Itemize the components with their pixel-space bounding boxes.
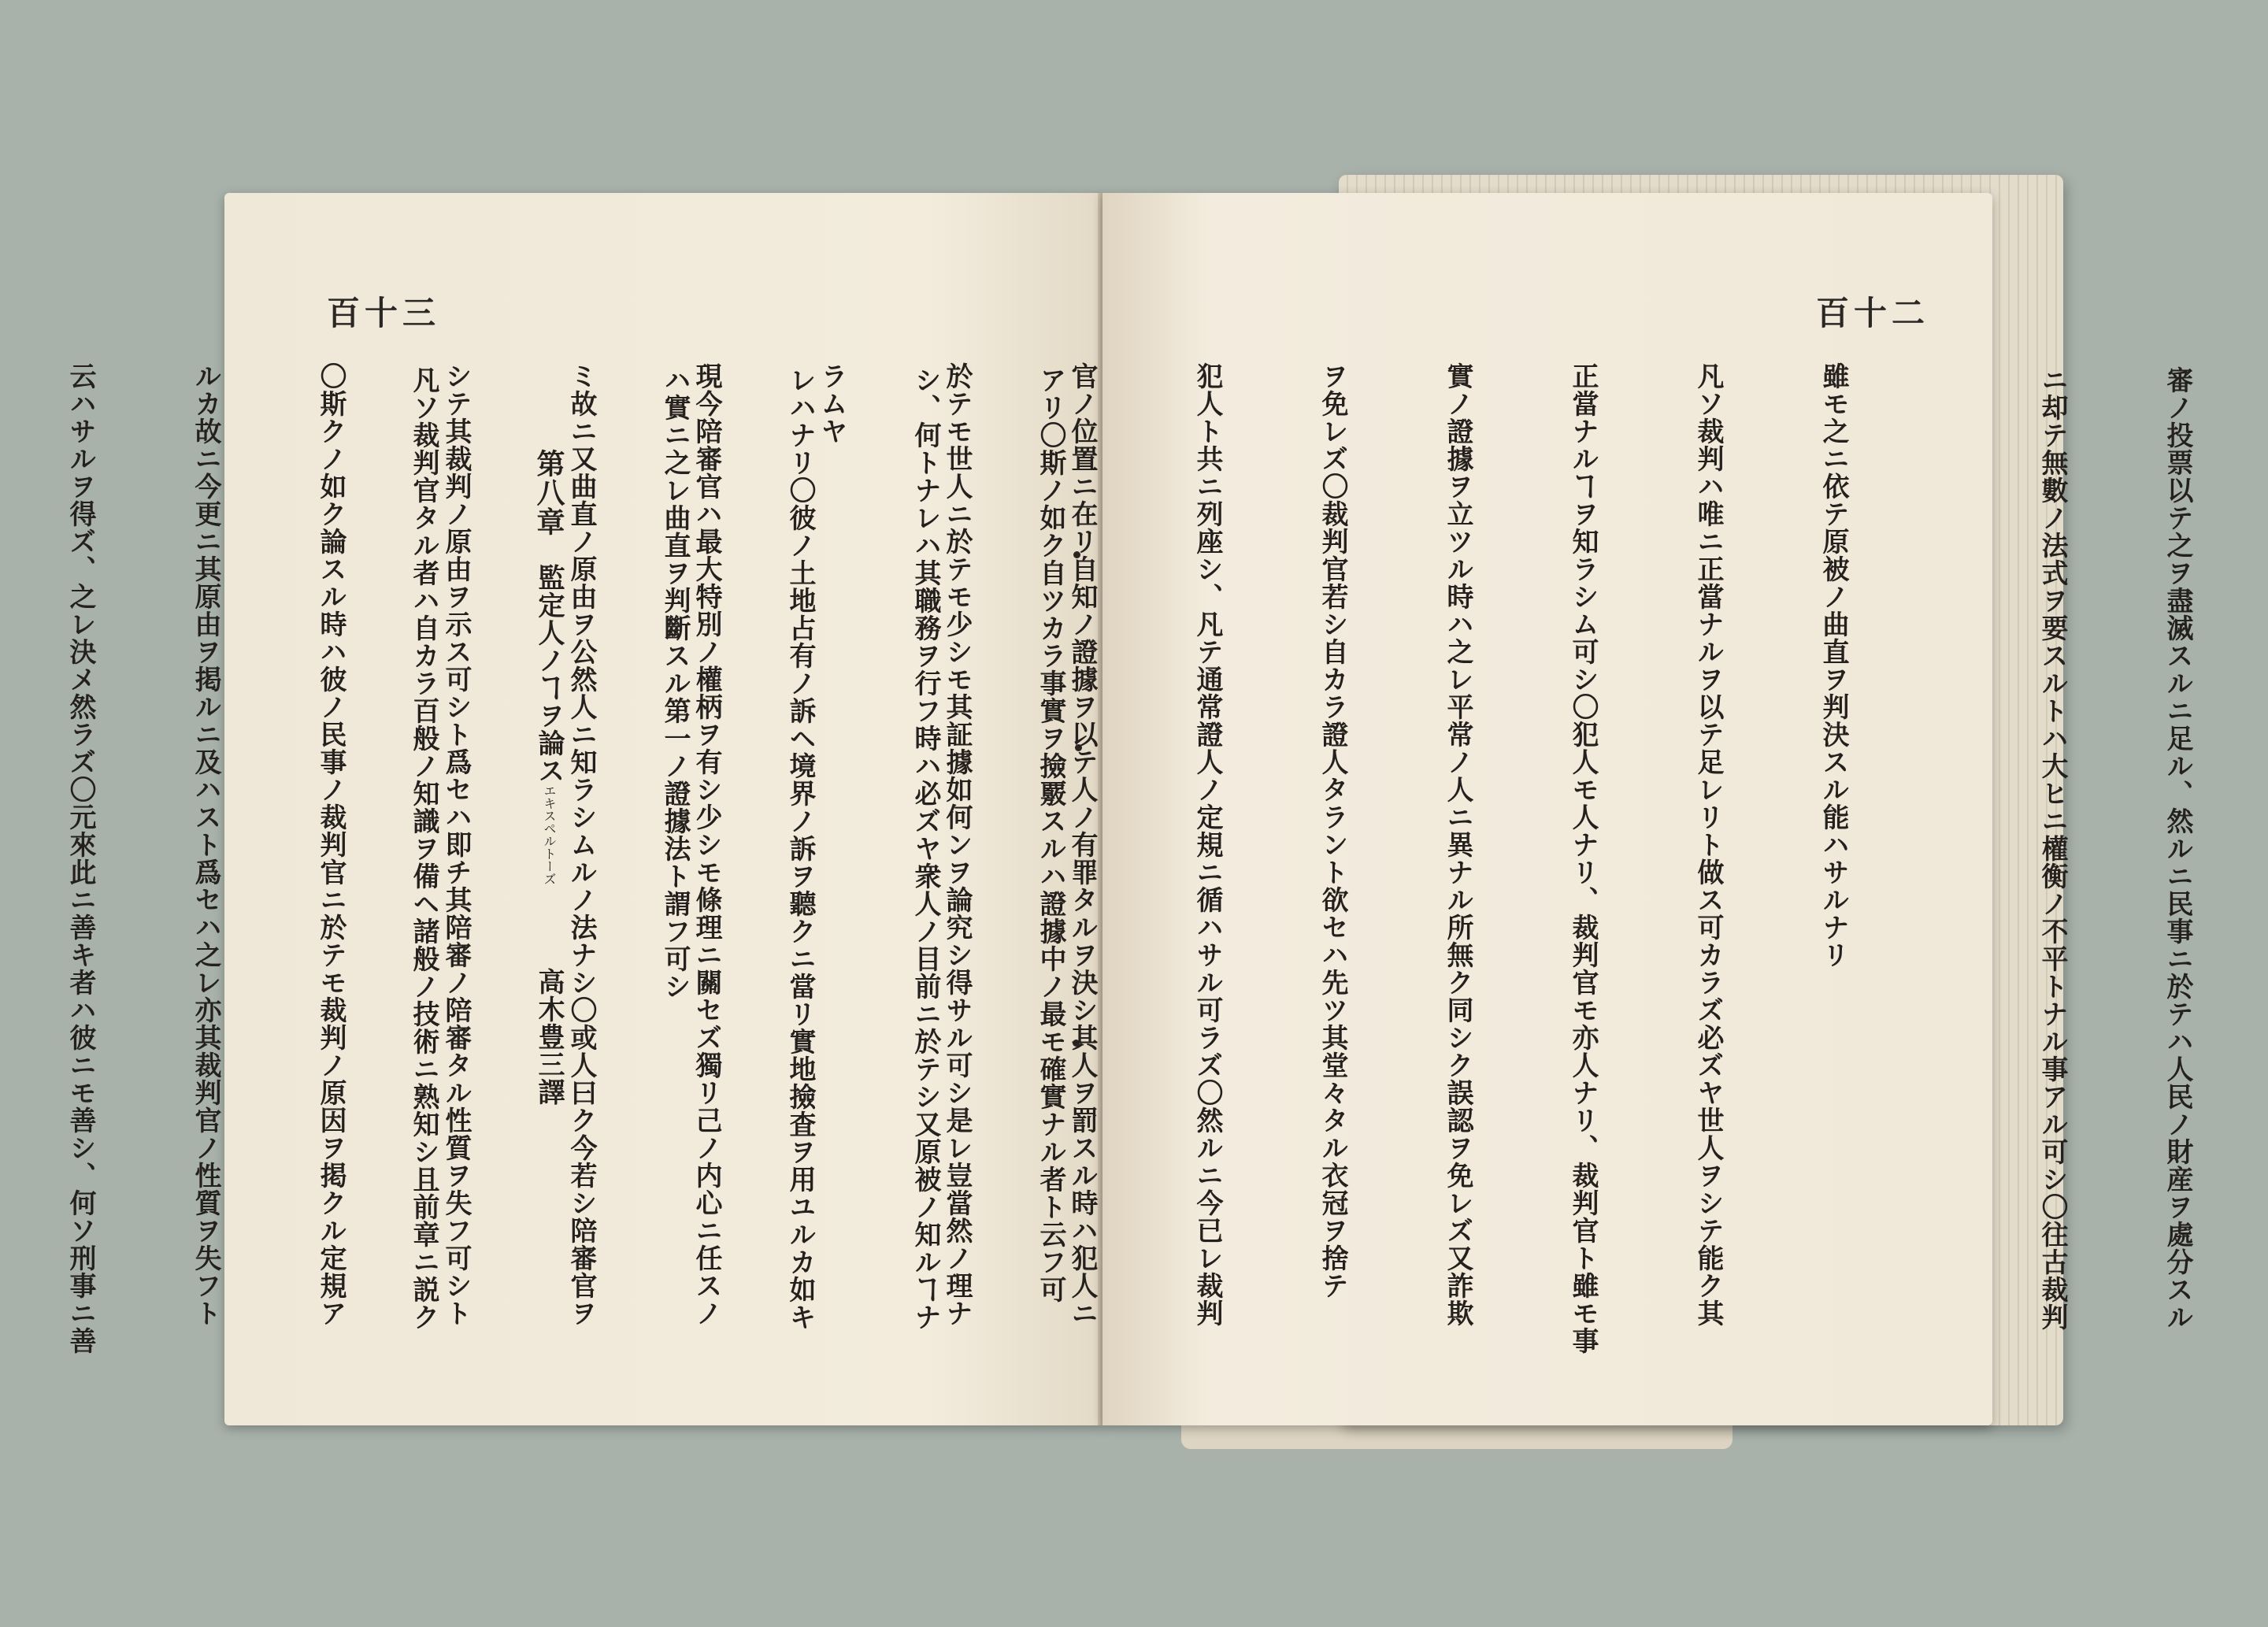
text-column: ハ實ニ之レ曲直ヲ判斷スル第一ノ證據法ト謂フ可シ <box>659 366 691 1000</box>
text-column: 云ハサルヲ得ズ、之レ決メ然ラズ〇元來此ニ善キ者ハ彼ニモ善シ、何ソ刑事ニ善 <box>65 362 96 1355</box>
text-column: レハナリ〇彼ノ土地占有ノ訴ヘ境界ノ訴ヲ聽クニ當リ實地撿査ヲ用ユルカ如キ <box>784 366 816 1331</box>
chapter-title: 第八章 <box>532 449 565 536</box>
text-column: 〇斯クノ如ク論スル時ハ彼ノ民事ノ裁判官ニ於テモ裁判ノ原因ヲ掲クル定規ア <box>315 362 346 1327</box>
chapter-ruby: エキスペルトーズ <box>542 784 557 885</box>
text-column: アリ〇斯ノ如ク自ツカラ事實ヲ撿覈スルハ證據中ノ最モ確實ナル者ト云フ可 <box>1035 366 1066 1303</box>
text-column: 於テモ世人ニ於テモ少シモ其証據如何ンヲ論究シ得サル可シ是レ豈當然ノ理ナ <box>941 362 973 1327</box>
text-column: ニ却テ無數ノ法式ヲ要スルトハ大ヒニ權衡ノ不平トナル事アル可シ〇往古裁判 <box>2036 366 2068 1331</box>
text-column: 凡ソ裁判ハ唯ニ正當ナルヲ以テ足レリト做ス可カラズ必ズヤ世人ヲシテ能ク其 <box>1692 362 1724 1327</box>
text-column: ミ故ニ又曲直ノ原由ヲ公然人ニ知ラシムルノ法ナシ〇或人曰ク今若シ陪審官ヲ <box>565 362 597 1327</box>
right-page-text <box>0 362 1937 1410</box>
chapter-subject: 監定人ノヿヲ論ス <box>533 564 565 784</box>
left-page-number: 百十三 <box>327 294 441 332</box>
text-column: 凡ソ裁判官タル者ハ自カラ百般ノ知識ヲ備ヘ諸般ノ技術ニ熟知シ且前章ニ説ク <box>408 366 439 1331</box>
text-column: 犯人ト共ニ列座シ、凡テ通常證人ノ定規ニ循ハサル可ラズ〇然ルニ今已レ裁判 <box>1191 362 1223 1327</box>
translator-credit: 高木豊三譯 <box>533 968 565 1106</box>
text-column: シ、何トナレハ其職務ヲ行フ時ハ必ズヤ衆人ノ目前ニ於テシ又原被ノ知ルヿナ <box>910 366 941 1331</box>
text-column: 實ノ證據ヲ立ツル時ハ之レ平常ノ人ニ異ナル所無ク同シク誤認ヲ免レズ又詐欺 <box>1442 362 1473 1327</box>
text-column: 官ノ位置ニ在リ自知ノ證據ヲ以テ人ノ有罪タルヲ決シ其人ヲ罰スル時ハ犯人ニ <box>1066 362 1098 1327</box>
text-column: シテ其裁判ノ原由ヲ示ス可シト爲セハ即チ其陪審ノ陪審タル性質ヲ失フ可シト <box>440 362 472 1327</box>
text-column: 現今陪審官ハ最大特別ノ權柄ヲ有シ少シモ條理ニ關セズ獨リ己ノ内心ニ任スノ <box>691 362 722 1327</box>
text-column: ルカ故ニ今更ニ其原由ヲ掲ルニ及ハスト爲セハ之レ亦其裁判官ノ性質ヲ失フト <box>190 362 221 1327</box>
text-column: ラムヤ <box>816 362 847 445</box>
text-column: ヲ免レズ〇裁判官若シ自カラ證人タラント欲セハ先ツ其堂々タル衣冠ヲ捨テ <box>1317 362 1348 1299</box>
text-column: 正當ナルヿヲ知ラシム可シ〇犯人モ人ナリ、裁判官モ亦人ナリ、裁判官ト雖モ事 <box>1567 362 1599 1355</box>
text-column: 審ノ投票以テ之ヲ盡滅スルニ足ル、然ルニ民事ニ於テハ人民ノ財産ヲ處分スル <box>2162 366 2193 1331</box>
right-page-number: 百十二 <box>1815 294 1929 332</box>
text-column: 雖モ之ニ依テ原被ノ曲直ヲ判決スル能ハサルナリ <box>1818 362 1849 969</box>
